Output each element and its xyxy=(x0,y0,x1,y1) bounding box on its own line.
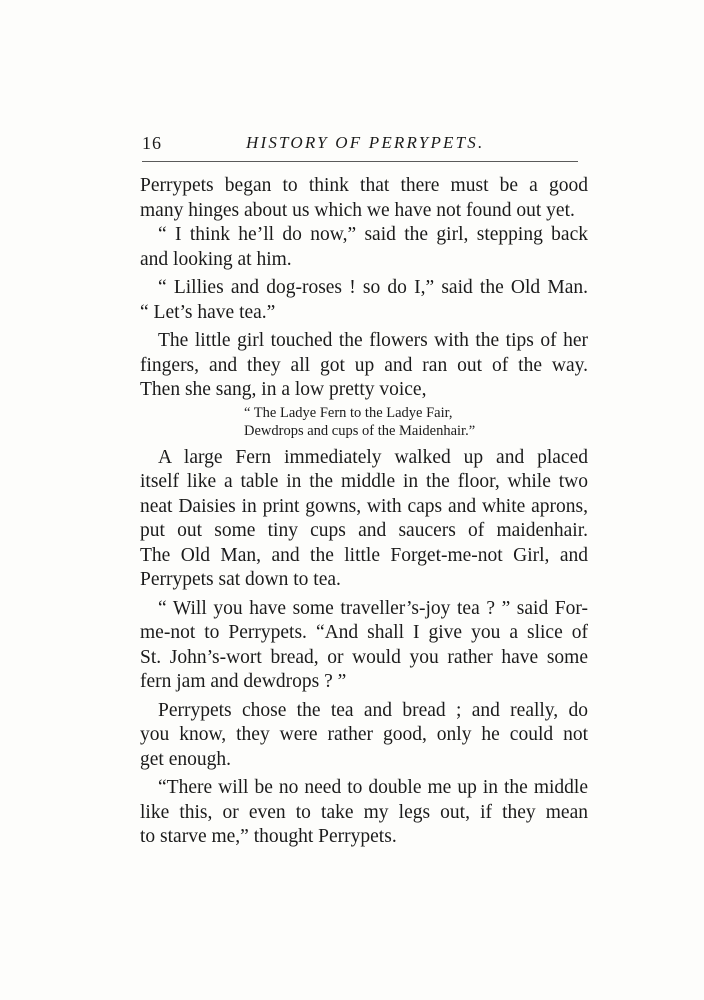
text-line: A large Fern immediately walked up and placed xyxy=(158,446,588,468)
verse-line: “ The Ladye Fern to the Ladye Fair, xyxy=(244,404,453,421)
text-line: get enough. xyxy=(140,748,231,770)
verse-block xyxy=(140,404,588,440)
text-line: you know, they were rather good, only he could not xyxy=(140,724,588,745)
text-line: “ Will you have some traveller’s-joy tea ? ” said For- xyxy=(158,597,588,619)
paragraph xyxy=(140,174,588,223)
paragraph xyxy=(140,699,588,773)
text-line: “ Lillies and dog-roses ! so do I,” said the Old Man. xyxy=(158,277,588,298)
text-line: “ I think he’ll do now,” said the girl, stepping back xyxy=(158,224,588,245)
text-line: like this, or even to take my legs out, if they mean xyxy=(140,801,588,823)
text-line: “ Let’s have tea.” xyxy=(140,301,276,323)
text-line: Perrypets sat down to tea. xyxy=(140,569,341,590)
verse-line: Dewdrops and cups of the Maidenhair.” xyxy=(244,422,476,439)
body-text xyxy=(140,174,588,850)
text-line: neat Daisies in print gowns, with caps and white aprons, xyxy=(140,495,588,517)
text-line: Perrypets began to think that there must be a good xyxy=(140,175,588,196)
paragraph xyxy=(140,597,588,695)
text-line: Perrypets chose the tea and bread ; and really, do xyxy=(158,699,588,721)
text-line: fingers, and they all got up and ran out of the way. xyxy=(140,354,588,376)
text-line: “There will be no need to double me up in the middle xyxy=(158,777,588,798)
header-rule xyxy=(142,161,578,162)
running-head xyxy=(142,133,578,157)
running-title: HISTORY OF PERRYPETS. xyxy=(246,133,485,152)
text-line: many hinges about us which we have not found out yet. xyxy=(140,199,575,221)
text-line: The little girl touched the flowers with the tips of her xyxy=(158,330,588,351)
text-line: The Old Man, and the little Forget-me-not Girl, and xyxy=(140,544,588,566)
paragraph xyxy=(140,446,588,593)
paragraph xyxy=(140,776,588,850)
paragraph xyxy=(140,223,588,272)
text-line: me-not to Perrypets. “And shall I give you a slice of xyxy=(140,622,588,643)
text-line: St. John’s-wort bread, or would you rather have some xyxy=(140,646,588,668)
text-line: Then she sang, in a low pretty voice, xyxy=(140,379,427,400)
text-line: fern jam and dewdrops ? ” xyxy=(140,671,347,692)
page-number: 16 xyxy=(142,133,162,153)
paragraph xyxy=(140,276,588,325)
text-line: itself like a table in the middle in the floor, while two xyxy=(140,471,588,492)
text-line: to starve me,” thought Perrypets. xyxy=(140,826,397,847)
text-line: put out some tiny cups and saucers of maidenhair. xyxy=(140,520,588,541)
text-line: and looking at him. xyxy=(140,248,292,270)
paragraph xyxy=(140,329,588,403)
